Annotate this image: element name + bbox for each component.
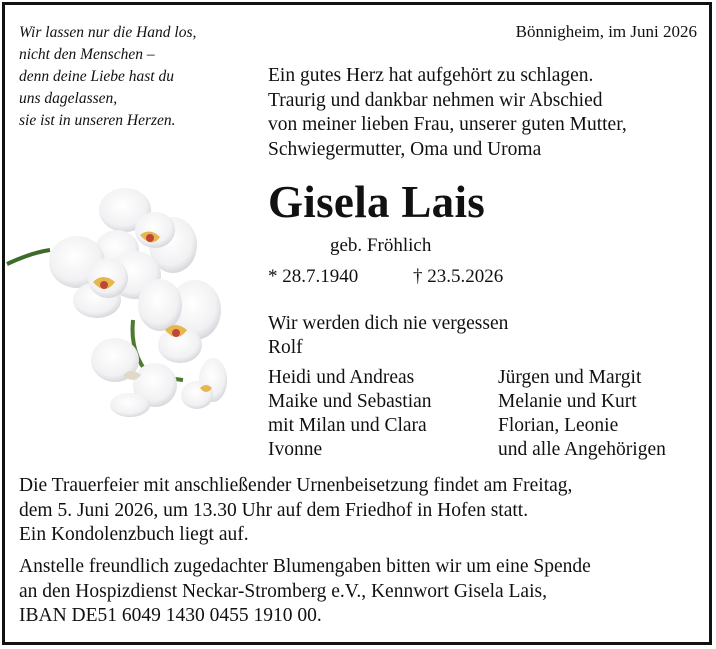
poem-line: sie ist in unseren Herzen. — [19, 112, 176, 129]
intro-text — [268, 64, 627, 162]
family-entry: Heidi und Andreas — [268, 367, 415, 388]
donation-line: IBAN DE51 6049 1430 0455 1910 00. — [19, 605, 322, 626]
family-entry: Florian, Leonie — [498, 415, 619, 436]
family-entry: mit Milan und Clara — [268, 415, 427, 436]
service-line: Die Trauerfeier mit anschließender Urnenbeisetzung findet am Freitag, — [19, 475, 573, 496]
family-entry: Melanie und Kurt — [498, 391, 637, 412]
family-entry: Jürgen und Margit — [498, 367, 642, 388]
poem-line: nicht den Menschen – — [19, 46, 155, 63]
intro-line: Ein gutes Herz hat aufgehört zu schlagen. — [268, 65, 594, 86]
obituary-notice — [2, 2, 712, 645]
family-entry: Ivonne — [268, 439, 323, 460]
spouse-name: Rolf — [268, 337, 303, 358]
place-date: Bönnigheim, im Juni 2026 — [515, 22, 697, 41]
poem-line: Wir lassen nur die Hand los, — [19, 24, 197, 41]
donation-info — [19, 555, 591, 629]
intro-line: Traurig und dankbar nehmen wir Abschied — [268, 89, 603, 111]
service-line: Ein Kondolenzbuch liegt auf. — [19, 524, 249, 545]
poem — [19, 22, 196, 132]
donation-line: Anstelle freundlich zugedachter Blumengaben bitten wir um eine Spende — [19, 556, 591, 577]
intro-line: von meiner lieben Frau, unserer guten Mutter, — [268, 114, 627, 135]
poem-line: uns dagelassen, — [19, 90, 118, 107]
family-right — [498, 366, 666, 462]
service-line: dem 5. Juni 2026, um 13.30 Uhr auf dem Friedhof in Hofen statt. — [19, 499, 529, 521]
maiden-name: geb. Fröhlich — [330, 235, 432, 256]
deceased-name: Gisela Lais — [268, 177, 486, 227]
service-info — [19, 474, 572, 548]
family-left — [268, 366, 432, 462]
orchid-image — [5, 180, 230, 420]
family-entry: und alle Angehörigen — [498, 439, 666, 460]
remembrance-line: Wir werden dich nie vergessen — [268, 313, 509, 334]
poem-line: denn deine Liebe hast du — [19, 68, 174, 85]
birth-date: * 28.7.1940 — [268, 266, 359, 287]
donation-line: an den Hospizdienst Neckar-Stromberg e.V., Kennwort Gisela Lais, — [19, 580, 547, 602]
remembrance — [268, 312, 508, 360]
death-date: † 23.5.2026 — [413, 266, 504, 287]
intro-line: Schwiegermutter, Oma und Uroma — [268, 138, 542, 160]
family-entry: Maike und Sebastian — [268, 391, 432, 412]
